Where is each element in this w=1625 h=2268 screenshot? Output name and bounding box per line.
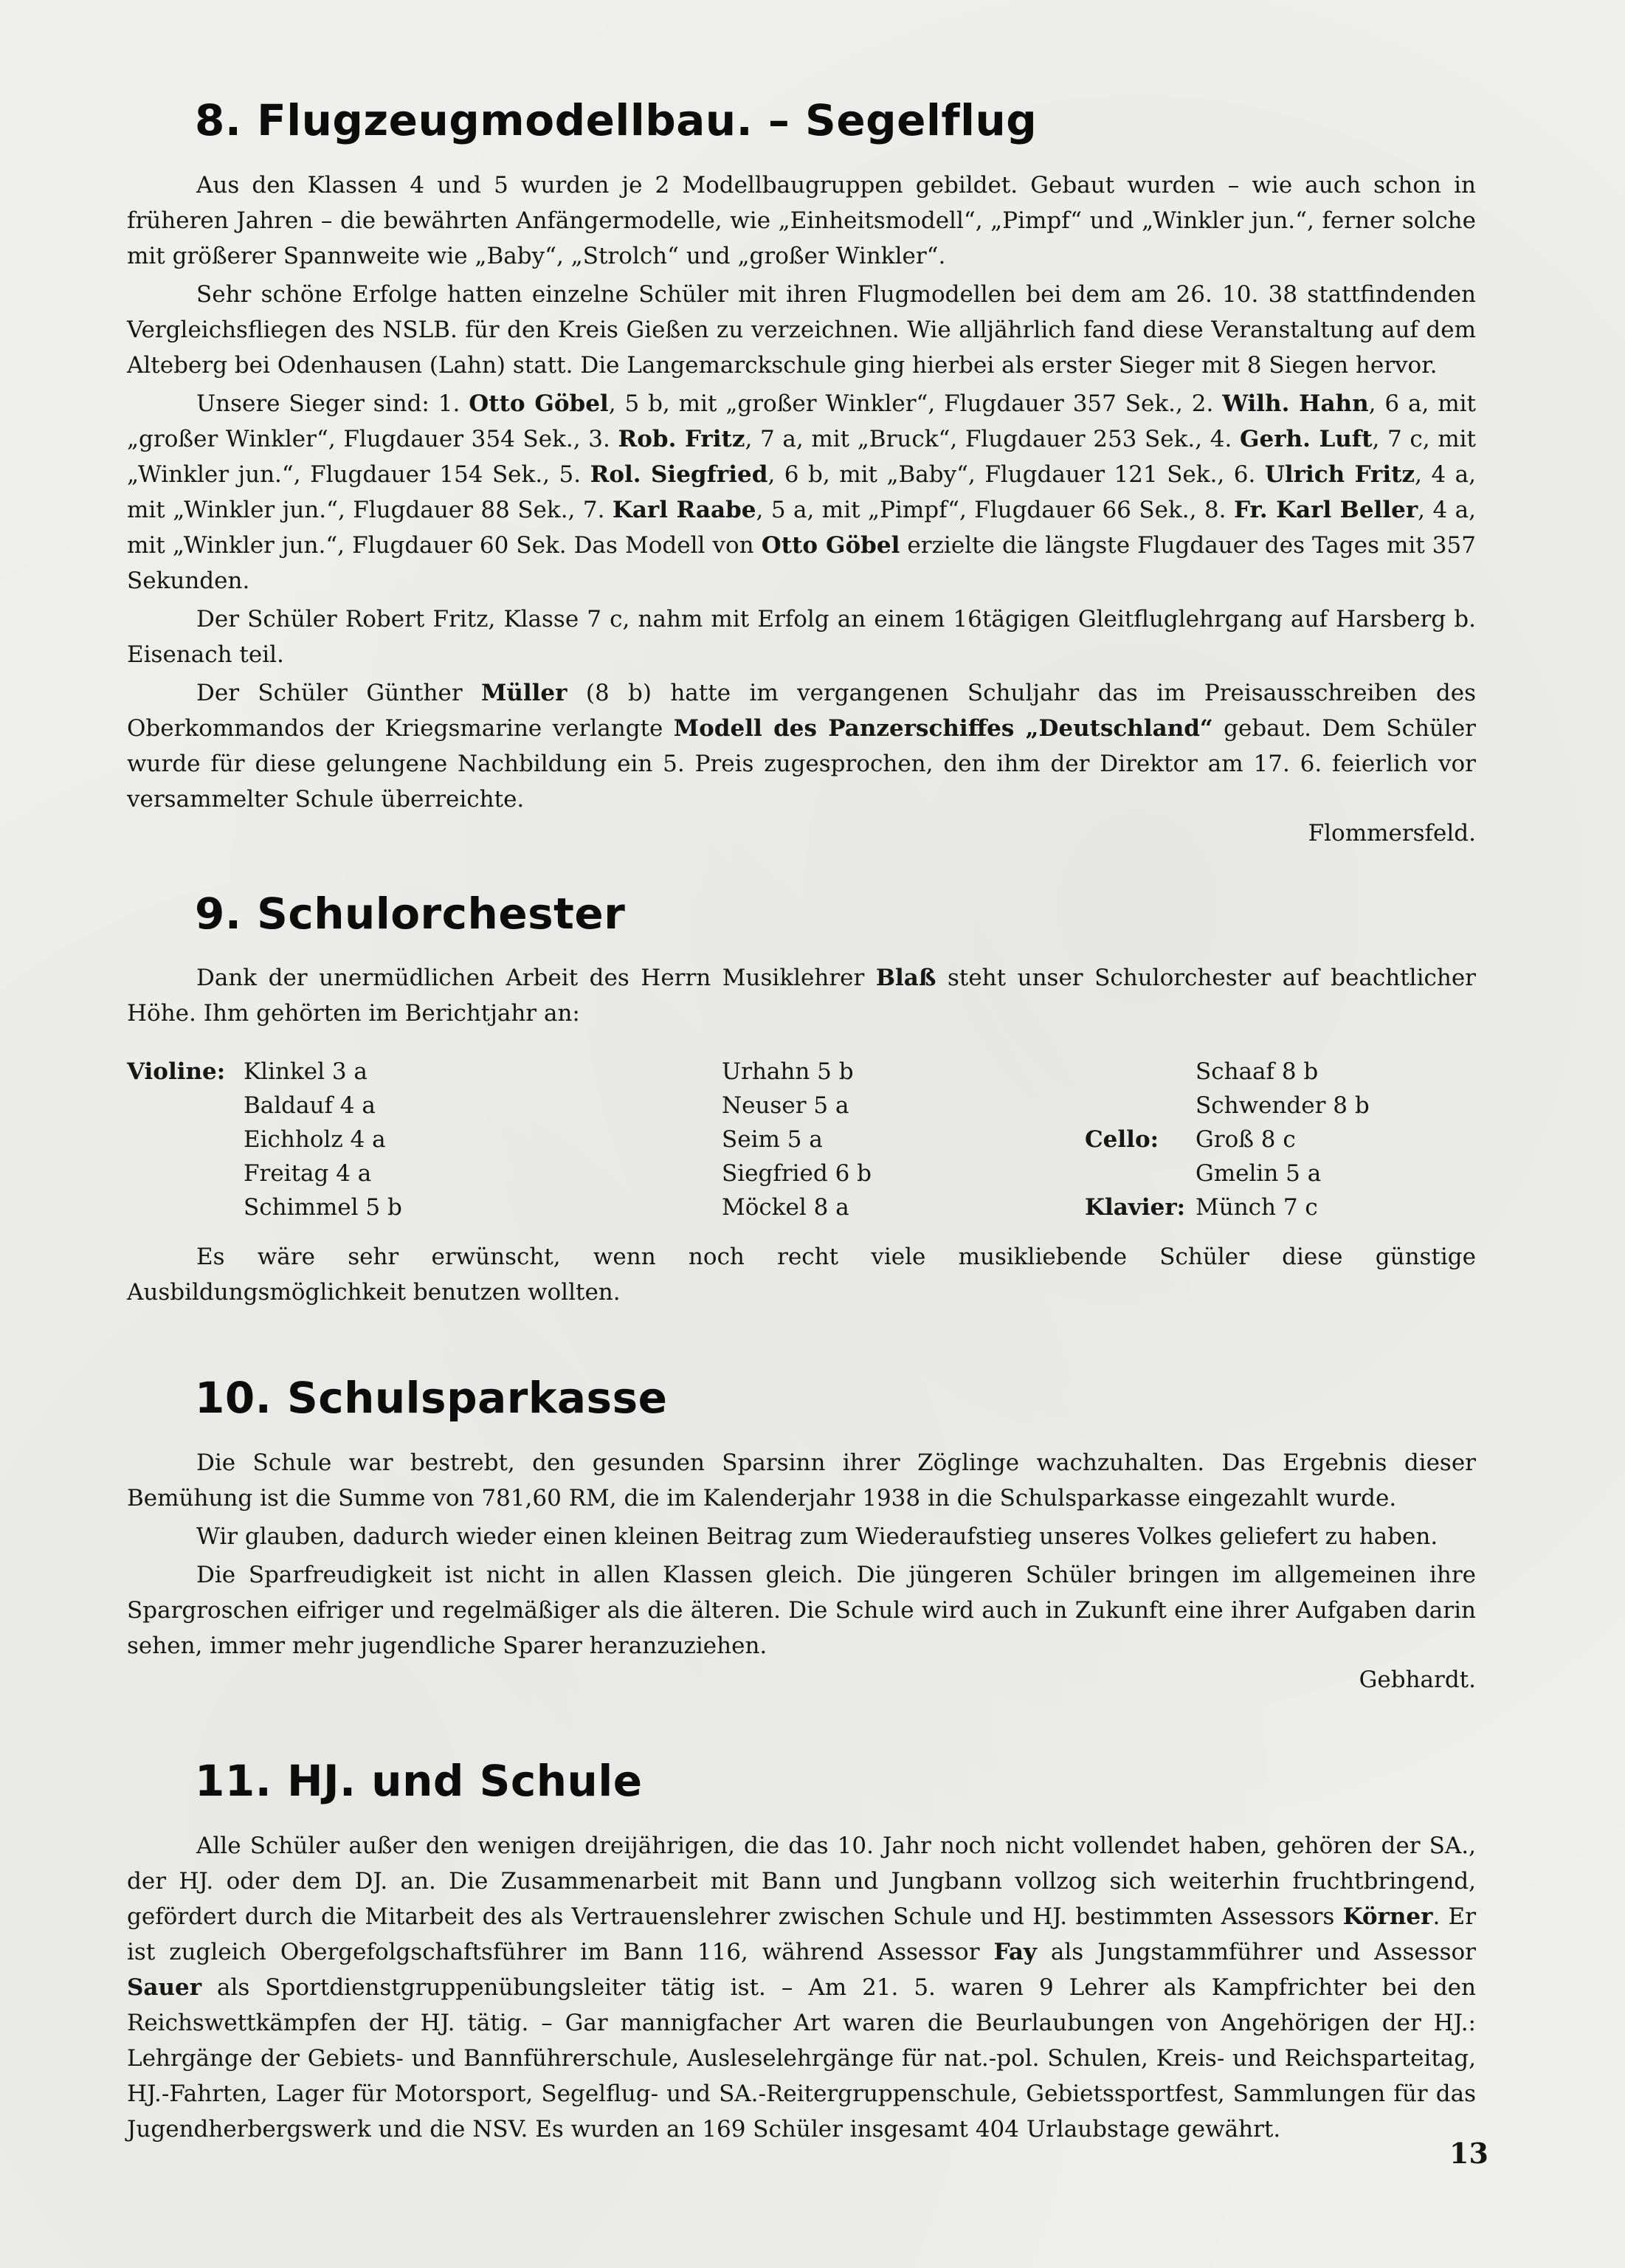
roster-entry: Gmelin 5 a bbox=[1196, 1160, 1322, 1188]
section-schulsparkasse bbox=[127, 1373, 1476, 1693]
roster-entry: Seim 5 a bbox=[722, 1126, 823, 1154]
paragraph: Aus den Klassen 4 und 5 wurden je 2 Modellbaugruppen gebildet. Gebaut wurden – wie auch schon in früheren Jahren – die bewährten Anfängermodelle, wie „Einheitsmodell“, „Pimpf“ und „Winkler jun.“, ferner solche mit größerer Spannweite wie „Baby“, „Strolch“ und „großer Winkler“. bbox=[127, 171, 1476, 269]
winner-name: Ulrich Fritz bbox=[1264, 461, 1415, 488]
text-run: Alle Schüler außer den wenigen dreijährigen, die das 10. Jahr noch nicht vollendet haben, gehören der SA., der HJ. oder dem DJ. an. Die Zusammenarbeit mit Bann und Jungbann vollzog sich weiterhin fruchtbringend, gefördert durch die Mitarbeit des als Vertrauenslehrer zwischen Schule und HJ. bestimmten Assessors bbox=[127, 1832, 1476, 1930]
roster-entry: Schwender 8 b bbox=[1196, 1092, 1370, 1120]
signature: Flommersfeld. bbox=[1308, 819, 1476, 847]
text-run: , 7 c, mit „Winkler jun.“, Flugdauer 154 Sek., 5. bbox=[127, 425, 1476, 488]
winners-paragraph bbox=[127, 386, 1476, 599]
text-run: steht unser Schulorchester auf beachtlicher Höhe. Ihm gehörten im Berichtjahr an: bbox=[127, 965, 1476, 1027]
text-run: erzielte die längste Flugdauer des Tages mit 357 Sekunden. bbox=[127, 531, 1476, 594]
winner-name: Rob. Fritz bbox=[618, 425, 745, 452]
roster-entry: Neuser 5 a bbox=[722, 1092, 849, 1120]
roster-entry: Münch 7 c bbox=[1196, 1194, 1318, 1221]
person-name: Fay bbox=[993, 1938, 1037, 1965]
page-content bbox=[127, 96, 1476, 2181]
section-heading: 10. Schulsparkasse bbox=[195, 1373, 668, 1424]
text-run: , 6 a, mit „großer Winkler“, Flugdauer 354 Sek., 3. bbox=[127, 390, 1476, 452]
roster-column bbox=[722, 1055, 872, 1224]
text-run: , 5 b, mit „großer Winkler“, Flugdauer 357 Sek., 2. bbox=[608, 390, 1223, 417]
winner-name: Karl Raabe bbox=[612, 496, 756, 523]
roster-entry: Groß 8 c bbox=[1196, 1126, 1296, 1154]
section-flugzeugmodellbau bbox=[127, 96, 1476, 847]
text-run: Der Schüler Günther bbox=[196, 679, 482, 706]
instrument-label-cello: Cello: bbox=[1085, 1126, 1159, 1154]
roster-entry: Siegfried 6 b bbox=[722, 1160, 872, 1188]
paragraph: Es wäre sehr erwünscht, wenn noch recht viele musikliebende Schüler diese günstige Ausbildungsmöglichkeit benutzen wollten. bbox=[127, 1244, 1476, 1306]
paragraph: Die Schule war bestrebt, den gesunden Sparsinn ihrer Zöglinge wachzuhalten. Das Ergebnis dieser Bemühung ist die Summe von 781,60 RM, die im Kalenderjahr 1938 in die Schulsparkasse eingezahlt wurde. bbox=[127, 1450, 1476, 1512]
teacher-name: Blaß bbox=[875, 965, 936, 992]
text-run: , 5 a, mit „Pimpf“, Flugdauer 66 Sek., 8. bbox=[756, 496, 1234, 523]
model-name: Modell des Panzerschiffes „Deutschland“ bbox=[673, 714, 1213, 742]
text-run: als Sportdienstgruppenübungsleiter tätig ist. – Am 21. 5. waren 9 Lehrer als Kampfrichter bei den Reichswettkämpfen der HJ. tätig. – Gar mannigfacher Art waren die Beurlaubungen von Angehörigen der HJ.: Lehrgänge der Gebiets- und Bannführerschule, Ausleselehrgänge für nat.-pol. Schulen, Kreis- und Reichsparteitag, HJ.-Fahrten, Lager für Motorsport, Segelflug- und SA.-Reitergruppenschule, Gebietssportfest, Sammlungen für das Jugendherbergswerk und die NSV. Es wurden an 169 Schüler insgesamt 404 Urlaubstage gewährt. bbox=[127, 1974, 1476, 2143]
text-run: , 4 a, mit „Winkler jun.“, Flugdauer 88 Sek., 7. bbox=[127, 461, 1476, 523]
roster-column bbox=[1196, 1055, 1370, 1224]
paragraph: Sehr schöne Erfolge hatten einzelne Schüler mit ihren Flugmodellen bei dem am 26. 10. 38 stattfindenden Vergleichsfliegen des NSLB. für den Kreis Gießen zu verzeichnen. Wie alljährlich fand diese Veranstaltung auf dem Alteberg bei Odenhausen (Lahn) statt. Die Langemarckschule ging hierbei als erster Sieger mit 8 Siegen hervor. bbox=[127, 280, 1476, 379]
paragraph: Wir glauben, dadurch wieder einen kleinen Beitrag zum Wiederaufstieg unseres Volkes geliefert zu haben. bbox=[196, 1523, 1438, 1551]
winner-name: Rol. Siegfried bbox=[590, 461, 768, 488]
text-run: , 6 b, mit „Baby“, Flugdauer 121 Sek., 6. bbox=[767, 461, 1265, 488]
paragraph bbox=[127, 675, 1476, 817]
student-name: Müller bbox=[481, 679, 567, 706]
signature: Gebhardt. bbox=[1359, 1666, 1476, 1694]
signature-line bbox=[127, 820, 1476, 847]
text-run: als Jungstammführer und Assessor bbox=[1036, 1938, 1476, 1965]
winner-name: Otto Göbel bbox=[469, 390, 609, 417]
text-run: gebaut. Dem Schüler wurde für diese gelungene Nachbildung ein 5. Preis zugesprochen, den ihm der Direktor am 17. 6. feierlich vor versammelter Schule überreichte. bbox=[127, 714, 1476, 813]
person-name: Körner bbox=[1342, 1903, 1433, 1930]
instrument-label-violine: Violine: bbox=[127, 1058, 226, 1086]
text-run: , 4 a, mit „Winkler jun.“, Flugdauer 60 Sek. Das Modell von bbox=[127, 496, 1477, 559]
section-heading: 8. Flugzeugmodellbau. – Segelflug bbox=[195, 95, 1038, 145]
signature-line bbox=[127, 1666, 1476, 1693]
orchestra-roster: Violine: Klinkel 3 a Baldauf 4 a Eichholz 4 a Freitag 4 a Schimmel 5 b Urhahn 5 b Neuser 5 a Seim 5 a Siegfried 6 b Möckel 8 a Schaaf 8 b Schwender 8 b Groß 8 c Gmelin 5 a Münch 7 c Cello: Klavier: bbox=[127, 1055, 1476, 1217]
section-schulorchester bbox=[127, 889, 1476, 1311]
paragraph bbox=[127, 960, 1476, 1031]
paragraph bbox=[127, 1828, 1476, 2147]
winner-name: Fr. Karl Beller bbox=[1233, 496, 1418, 523]
section-hj-und-schule bbox=[127, 1757, 1476, 2147]
winner-name: Gerh. Luft bbox=[1240, 425, 1373, 452]
person-name: Sauer bbox=[127, 1974, 202, 2001]
roster-entry: Möckel 8 a bbox=[722, 1194, 849, 1221]
winner-name: Wilh. Hahn bbox=[1222, 390, 1369, 417]
roster-entry: Urhahn 5 b bbox=[722, 1058, 854, 1086]
section-heading: 9. Schulorchester bbox=[195, 888, 626, 939]
text-run: , 7 a, mit „Bruck“, Flugdauer 253 Sek., 4. bbox=[745, 425, 1240, 452]
text-run: Dank der unermüdlichen Arbeit des Herrn Musiklehrer bbox=[196, 965, 876, 992]
text-run: . Er ist zugleich Obergefolgschaftsführer im Bann 116, während Assessor bbox=[127, 1903, 1477, 1965]
page-number: 13 bbox=[1449, 2137, 1488, 2170]
text-run: (8 b) hatte im vergangenen Schuljahr das im Preisausschreiben des Oberkommandos der Kriegsmarine verlangte bbox=[127, 679, 1476, 742]
paragraph: Der Schüler Robert Fritz, Klasse 7 c, nahm mit Erfolg an einem 16tägigen Gleitfluglehrgang auf Harsberg b. Eisenach teil. bbox=[127, 605, 1476, 668]
text-run: Unsere Sieger sind: 1. bbox=[196, 390, 469, 417]
winner-name: Otto Göbel bbox=[761, 531, 900, 559]
section-heading: 11. HJ. und Schule bbox=[195, 1756, 643, 1807]
instrument-label-klavier: Klavier: bbox=[1085, 1194, 1186, 1221]
paragraph: Die Sparfreudigkeit ist nicht in allen Klassen gleich. Die jüngeren Schüler bringen im allgemeinen ihre Spargroschen eifriger und regelmäßiger als die älteren. Die Schule wird auch in Zukunft eine ihrer Aufgaben darin sehen, immer mehr jugendliche Sparer heranzuziehen. bbox=[127, 1562, 1476, 1660]
roster-entry: Schaaf 8 b bbox=[1196, 1058, 1319, 1086]
